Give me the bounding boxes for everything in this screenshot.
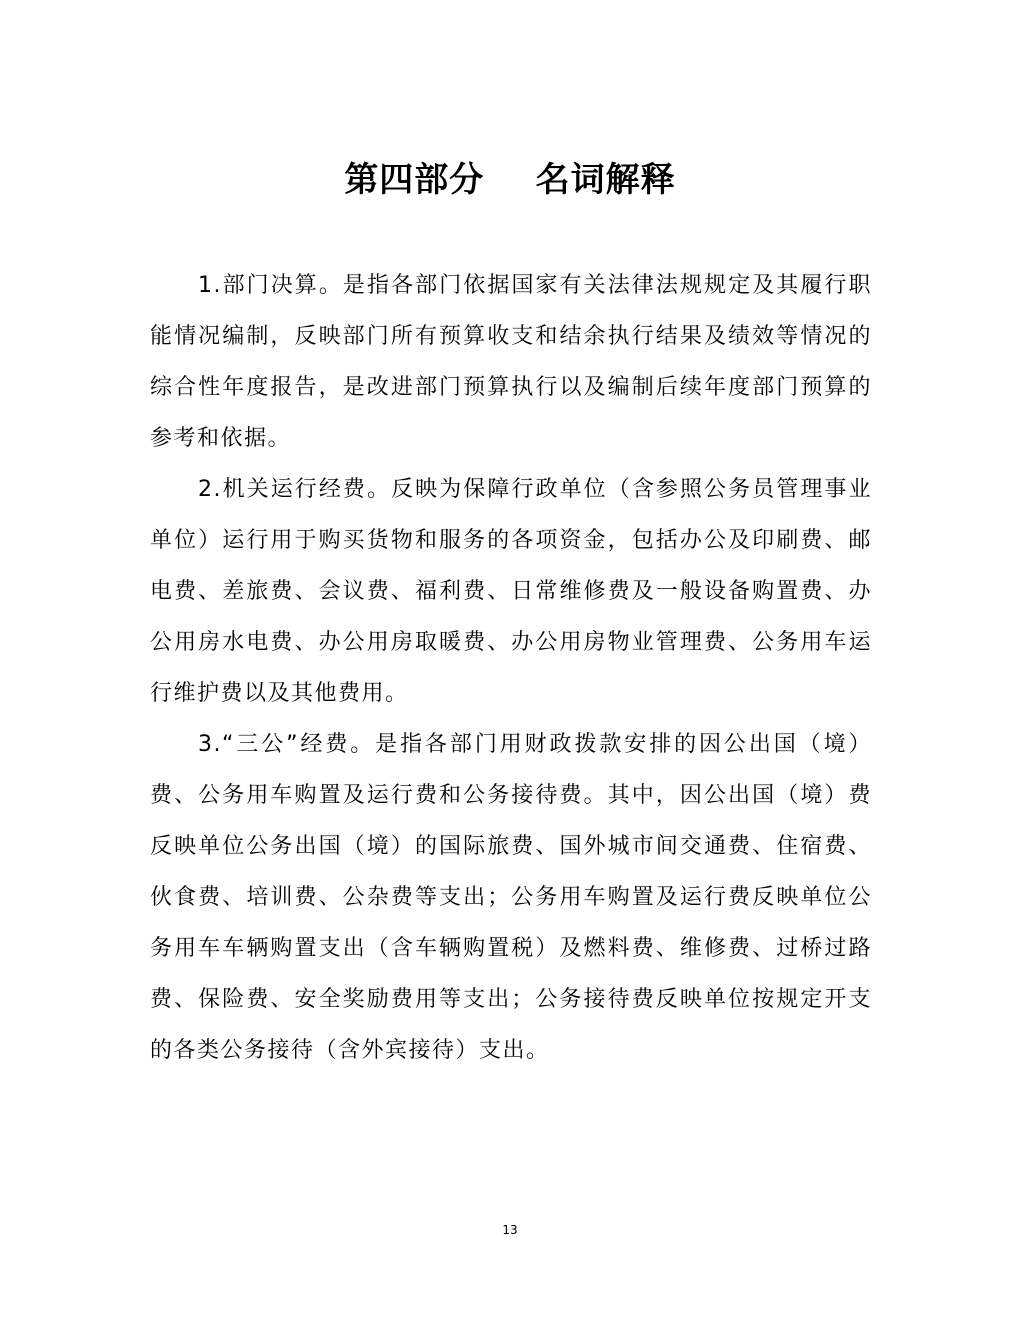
paragraph-operating-expenses: 2.机关运行经费。反映为保障行政单位（含参照公务员管理事业单位）运行用于购买货物和服务的各项资金，包括办公及印刷费、邮电费、差旅费、会议费、福利费、日常维修费及一般设备购置费、办公用房水电费、办公用房取暖费、办公用房物业管理费、公务用车运行维护费以及其他费用。 [150, 477, 872, 706]
page-number: 13 [502, 1223, 518, 1237]
paragraph-three-public-expenses: 3.“三公”经费。是指各部门用财政拨款安排的因公出国（境）费、公务用车购置及运行费和公务接待费。其中，因公出国（境）费反映单位公务出国（境）的国际旅费、国外城市间交通费、住宿费、伙食费、培训费、公杂费等支出；公务用车购置及运行费反映单位公务用车车辆购置支出（含车辆购置税）及燃料费、维修费、过桥过路费、保险费、安全奖励费用等支出；公务接待费反映单位按规定开支的各类公务接待（含外宾接待）支出。 [150, 732, 872, 1063]
document-body [150, 260, 872, 1076]
page-title: 第四部分 名词解释 [344, 160, 676, 200]
paragraph-department-final-accounts: 1.部门决算。是指各部门依据国家有关法律法规规定及其履行职能情况编制，反映部门所有预算收支和结余执行结果及绩效等情况的综合性年度报告，是改进部门预算执行以及编制后续年度部门预算的参考和依据。 [150, 273, 872, 451]
